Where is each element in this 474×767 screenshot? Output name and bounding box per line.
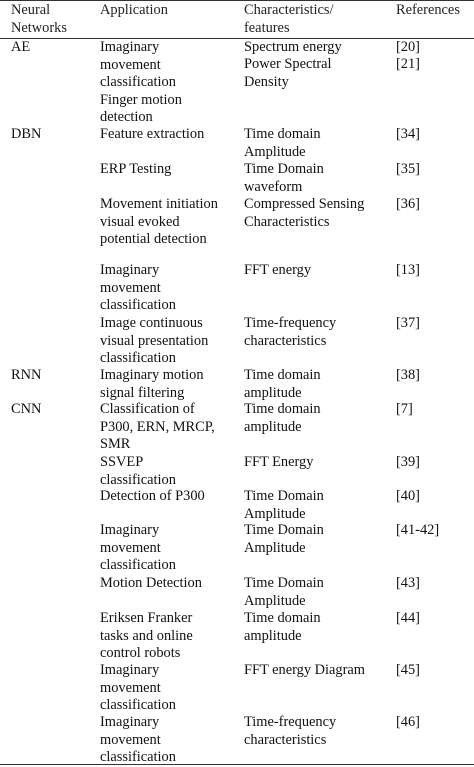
row-characteristics: Time domain amplitude: [244, 610, 321, 644]
row-network: AE: [11, 39, 31, 55]
row-application: ERP Testing: [100, 161, 172, 177]
row-characteristics: Time Domain Amplitude: [244, 575, 324, 609]
row-characteristics: Spectrum energy: [244, 39, 342, 55]
row-reference: [40]: [396, 488, 420, 504]
row-characteristics: FFT energy Diagram: [244, 662, 365, 678]
row-application: Imaginary movement classification: [100, 714, 176, 765]
row-characteristics: Time Domain Amplitude: [244, 522, 324, 556]
header-characteristics: Characteristics/ features: [244, 2, 334, 36]
row-reference: [35]: [396, 161, 420, 177]
row-reference: [38]: [396, 367, 420, 383]
row-characteristics: FFT energy: [244, 262, 312, 278]
row-application: SSVEP classification: [100, 454, 176, 488]
row-reference: [20]: [396, 39, 420, 55]
row-characteristics: Time domain amplitude: [244, 367, 321, 401]
row-characteristics: Power Spectral Density: [244, 56, 332, 90]
row-reference: [36]: [396, 196, 420, 212]
table-top-rule: [0, 0, 474, 1]
row-application: Imaginary movement classification: [100, 662, 176, 713]
header-application: Application: [100, 2, 168, 18]
row-application: Detection of P300: [100, 488, 205, 504]
row-characteristics: Time domain amplitude: [244, 401, 321, 435]
row-application: Eriksen Franker tasks and online control robots: [100, 610, 193, 661]
row-application: Imaginary movement classification: [100, 262, 176, 313]
row-reference: [13]: [396, 262, 420, 278]
header-neural-networks: Neural Networks: [11, 2, 67, 36]
row-characteristics: Compressed Sensing Characteristics: [244, 196, 365, 230]
header-references: References: [396, 2, 460, 18]
row-network: CNN: [11, 401, 42, 417]
row-reference: [46]: [396, 714, 420, 730]
row-reference: [34]: [396, 126, 420, 142]
row-reference: [21]: [396, 56, 420, 72]
row-characteristics: Time Domain Amplitude: [244, 488, 324, 522]
row-characteristics: FFT Energy: [244, 454, 314, 470]
row-characteristics: Time-frequency characteristics: [244, 315, 337, 349]
row-application: Motion Detection: [100, 575, 202, 591]
row-reference: [45]: [396, 662, 420, 678]
row-application: Movement initiation visual evoked potential detection: [100, 196, 218, 247]
row-reference: [41-42]: [396, 522, 440, 538]
row-application: Imaginary movement classification Finger motion detection: [100, 39, 182, 125]
row-characteristics: Time domain Amplitude: [244, 126, 321, 160]
row-application: Image continuous visual presentation classification: [100, 315, 209, 366]
row-network: DBN: [11, 126, 42, 142]
row-reference: [37]: [396, 315, 420, 331]
row-reference: [39]: [396, 454, 420, 470]
row-network: RNN: [11, 367, 42, 383]
row-reference: [7]: [396, 401, 413, 417]
row-application: Classification of P300, ERN, MRCP, SMR: [100, 401, 215, 452]
row-characteristics: Time-frequency characteristics: [244, 714, 337, 748]
row-characteristics: Time Domain waveform: [244, 161, 324, 195]
row-application: Imaginary movement classification: [100, 522, 176, 573]
row-application: Imaginary motion signal filtering: [100, 367, 204, 401]
row-application: Feature extraction: [100, 126, 205, 142]
row-reference: [44]: [396, 610, 420, 626]
row-reference: [43]: [396, 575, 420, 591]
